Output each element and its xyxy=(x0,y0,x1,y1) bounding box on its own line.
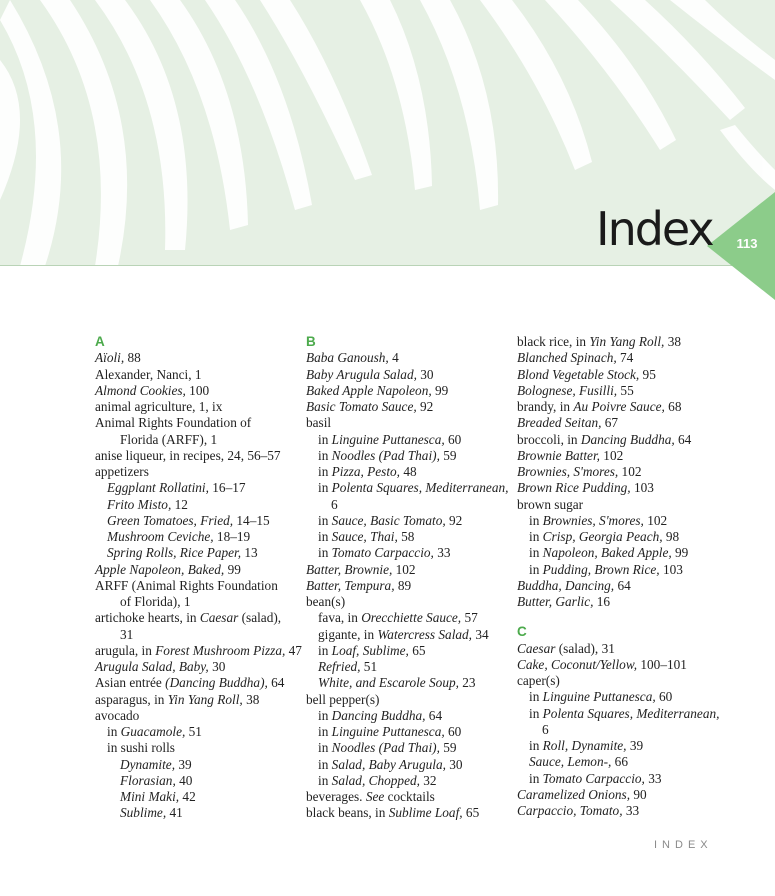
entry-text: 41 xyxy=(166,805,183,821)
index-entry xyxy=(306,480,511,496)
index-entry xyxy=(306,464,511,480)
entry-text: in xyxy=(529,512,543,528)
index-entry xyxy=(95,805,300,821)
entry-text: in xyxy=(529,545,543,561)
index-entry xyxy=(517,689,722,705)
index-entry xyxy=(517,673,722,689)
index-entry xyxy=(306,367,511,383)
entry-text: 48 xyxy=(400,464,417,479)
entry-title-text: Yin Yang Roll, xyxy=(167,691,243,707)
entry-text: 102 xyxy=(392,561,416,577)
index-entry xyxy=(95,480,300,496)
entry-text: 39 xyxy=(175,756,192,772)
entry-text: broccoli, in xyxy=(517,431,581,447)
index-entry xyxy=(517,334,722,350)
entry-text: 23 xyxy=(458,675,476,691)
entry-title-text: Basic Tomato Sauce, xyxy=(306,399,417,414)
entry-text: 99 xyxy=(671,545,689,561)
index-column-1 xyxy=(95,334,300,822)
entry-title-text: Frito Misto, xyxy=(107,496,172,512)
entry-title-text: Baba Ganoush, xyxy=(306,350,389,366)
index-entry xyxy=(95,789,300,805)
entry-title-text: See xyxy=(365,789,385,804)
index-entry xyxy=(517,480,722,496)
entry-text: 98 xyxy=(662,529,680,544)
index-column-3 xyxy=(517,334,722,819)
entry-text: basil xyxy=(306,415,332,431)
index-entry xyxy=(517,383,722,399)
index-entry xyxy=(517,706,722,722)
entry-text: appetizers xyxy=(95,464,149,479)
entry-text: arugula, in xyxy=(95,642,156,658)
entry-title-text: Blanched Spinach, xyxy=(517,350,617,366)
index-entry xyxy=(306,643,511,659)
entry-text: 13 xyxy=(241,545,258,561)
entry-text: in xyxy=(318,756,332,772)
entry-title-text: Sauce, Basic Tomato, xyxy=(331,512,446,528)
entry-text: 88 xyxy=(124,350,141,366)
entry-title-text: Polenta Squares, Mediterranean, xyxy=(542,705,720,721)
entry-title-text: Sauce, Lemon-, xyxy=(529,754,612,770)
index-entry xyxy=(517,432,722,448)
entry-text: 92 xyxy=(445,512,463,528)
entry-text: 58 xyxy=(397,529,415,544)
index-entry xyxy=(517,578,722,594)
entry-text: 32 xyxy=(419,772,437,788)
entry-text: in sushi rolls xyxy=(107,740,175,756)
index-entry xyxy=(517,594,722,610)
entry-text: 30 xyxy=(445,756,463,772)
section-gap xyxy=(517,610,722,624)
entry-text: 65 xyxy=(462,805,480,821)
index-column-2 xyxy=(306,334,511,822)
entry-title-text: Aïoli, xyxy=(95,350,125,366)
entry-text: avocado xyxy=(95,707,140,723)
entry-text: 34 xyxy=(472,626,489,642)
entry-title-text: Green Tomatoes, Fried, xyxy=(107,512,234,528)
entry-title-text: Guacamole, xyxy=(120,724,186,739)
entry-text: in xyxy=(318,480,332,496)
entry-text: Alexander, Nanci, 1 xyxy=(95,366,202,382)
entry-text: 102 xyxy=(643,512,668,528)
entry-text: 16–17 xyxy=(208,480,246,496)
entry-text: 51 xyxy=(185,724,202,739)
entry-text: asparagus, in xyxy=(95,691,168,707)
index-entry xyxy=(517,803,722,819)
entry-text: 38 xyxy=(242,691,260,707)
index-entry xyxy=(517,529,722,545)
index-entry xyxy=(306,545,511,561)
entry-title-text: Linguine Puttanesca, xyxy=(331,724,445,739)
entry-title-text: Sublime, xyxy=(120,805,167,821)
entry-title-text: Tomato Carpaccio, xyxy=(331,545,434,561)
index-entry xyxy=(517,771,722,787)
entry-text: 95 xyxy=(639,366,656,382)
entry-text: black rice, in xyxy=(517,334,590,349)
entry-title-text: Dancing Buddha, xyxy=(331,707,426,723)
entry-title-text: Sauce, Thai, xyxy=(331,529,398,544)
entry-title-text: Refried, xyxy=(318,659,361,674)
index-entry xyxy=(95,594,300,610)
entry-text: in xyxy=(318,740,332,756)
index-entry xyxy=(517,448,722,464)
index-entry xyxy=(95,562,300,578)
entry-text: 59 xyxy=(439,740,457,756)
entry-title-text: Batter, Brownie, xyxy=(306,561,393,577)
index-entry xyxy=(306,513,511,529)
entry-text: 30 xyxy=(416,366,434,382)
entry-title-text: Carpaccio, Tomato, xyxy=(517,803,623,818)
index-entry xyxy=(95,367,300,383)
entry-text: 16 xyxy=(593,594,611,609)
entry-text: brown sugar xyxy=(517,496,584,512)
entry-text: caper(s) xyxy=(517,673,560,688)
entry-text: 6 xyxy=(542,721,549,737)
entry-text: in xyxy=(318,529,332,544)
entry-text: 100–101 xyxy=(637,656,687,672)
index-entry xyxy=(517,367,722,383)
index-entry xyxy=(95,415,300,431)
entry-title-text: Watercress Salad, xyxy=(377,626,473,642)
entry-text: 38 xyxy=(664,334,682,349)
entry-text: bean(s) xyxy=(306,594,346,609)
index-entry xyxy=(517,399,722,415)
entry-text: ARFF (Animal Rights Foundation xyxy=(95,577,278,593)
entry-title-text: (Dancing Buddha), xyxy=(165,675,268,691)
entry-text: in xyxy=(529,705,543,721)
index-entry xyxy=(306,773,511,789)
index-entry xyxy=(517,513,722,529)
entry-title-text: Buddha, Dancing, xyxy=(517,577,615,593)
entry-text: in xyxy=(318,772,332,788)
entry-text: fava, in xyxy=(318,610,362,626)
index-entry xyxy=(95,692,300,708)
index-entry xyxy=(306,562,511,578)
entry-title-text: White, and Escarole Soup, xyxy=(318,675,459,691)
entry-title-text: Breaded Seitan, xyxy=(517,415,602,431)
entry-title-text: Yin Yang Roll, xyxy=(589,334,665,349)
entry-text: 55 xyxy=(617,382,634,398)
entry-title-text: Linguine Puttanesca, xyxy=(331,431,445,447)
entry-text: in xyxy=(318,707,332,723)
entry-text: 14–15 xyxy=(233,512,270,528)
entry-text: 99 xyxy=(431,382,449,398)
index-entry xyxy=(517,738,722,754)
entry-text: in xyxy=(529,529,543,544)
entry-title-text: Orecchiette Sauce, xyxy=(361,610,462,626)
index-entry xyxy=(306,627,511,643)
index-entry xyxy=(95,578,300,594)
entry-text: 64 xyxy=(614,577,631,593)
index-entry xyxy=(517,545,722,561)
index-entry xyxy=(517,722,722,738)
section-letter-b: B xyxy=(306,334,316,349)
index-entry xyxy=(306,659,511,675)
entry-title-text: Caramelized Onions, xyxy=(517,786,631,802)
entry-text: Animal Rights Foundation of xyxy=(95,415,252,431)
entry-title-text: Tomato Carpaccio, xyxy=(542,770,645,786)
entry-text: gigante, in xyxy=(318,626,378,642)
index-entry xyxy=(95,350,300,366)
entry-text: 64 xyxy=(267,675,285,691)
index-entry xyxy=(306,529,511,545)
entry-text: 92 xyxy=(416,399,434,414)
entry-text: 67 xyxy=(601,415,619,431)
entry-text: 65 xyxy=(408,642,426,658)
index-entry xyxy=(95,610,300,626)
entry-title-text: Polenta Squares, Mediterranean, xyxy=(331,480,509,496)
entry-title-text: Apple Napoleon, Baked, xyxy=(95,561,225,577)
index-entry xyxy=(517,657,722,673)
entry-text: 12 xyxy=(171,496,188,512)
entry-text: 57 xyxy=(461,610,478,626)
entry-text: 68 xyxy=(664,399,682,414)
entry-title-text: Napoleon, Baked Apple, xyxy=(542,545,672,561)
entry-title-text: Spring Rolls, Rice Paper, xyxy=(107,545,242,561)
index-entry xyxy=(306,415,511,431)
entry-text: bell pepper(s) xyxy=(306,691,380,707)
index-entry xyxy=(95,448,300,464)
entry-title-text: Salad, Chopped, xyxy=(331,772,420,788)
entry-title-text: Dynamite, xyxy=(120,756,176,772)
entry-text: 31 xyxy=(120,626,134,642)
entry-title-text: Linguine Puttanesca, xyxy=(542,689,656,705)
entry-title-text: Au Poivre Sauce, xyxy=(573,399,665,414)
entry-text: 33 xyxy=(622,803,640,818)
entry-text: 100 xyxy=(185,382,210,398)
entry-text: 99 xyxy=(224,561,241,577)
entry-text: 60 xyxy=(444,724,462,739)
index-entry xyxy=(95,497,300,513)
entry-title-text: Butter, Garlic, xyxy=(517,594,594,609)
index-entry xyxy=(95,432,300,448)
entry-text: Asian entrée xyxy=(95,675,166,691)
entry-title-text: Bolognese, Fusilli, xyxy=(517,382,618,398)
entry-title-text: Brownies, S'mores, xyxy=(542,512,644,528)
entry-title-text: Pizza, Pesto, xyxy=(331,464,401,479)
index-entry xyxy=(95,659,300,675)
index-entry xyxy=(95,627,300,643)
entry-title-text: Loaf, Sublime, xyxy=(331,642,409,658)
entry-title-text: Roll, Dynamite, xyxy=(542,738,627,753)
entry-title-text: Brownie Batter, xyxy=(517,447,600,463)
entry-text: in xyxy=(318,464,332,479)
index-entry xyxy=(95,773,300,789)
index-entry xyxy=(306,399,511,415)
entry-title-text: Sublime Loaf, xyxy=(388,805,463,821)
entry-text: 4 xyxy=(388,350,399,366)
entry-text: (salad), 31 xyxy=(555,640,615,656)
index-entry xyxy=(306,675,511,691)
entry-text: 33 xyxy=(644,770,662,786)
entry-title-text: Batter, Tempura, xyxy=(306,577,395,593)
index-entry xyxy=(95,399,300,415)
index-entry xyxy=(95,708,300,724)
entry-text: in xyxy=(318,545,332,561)
index-entry xyxy=(95,529,300,545)
index-entry xyxy=(95,643,300,659)
header-rule xyxy=(0,265,775,266)
entry-text: 103 xyxy=(630,480,654,496)
entry-title-text: Noodles (Pad Thai), xyxy=(331,447,440,463)
page-title: Index xyxy=(596,202,713,256)
entry-text: 51 xyxy=(360,659,378,674)
entry-title-text: Brownies, S'mores, xyxy=(517,464,619,479)
entry-text: 89 xyxy=(394,577,412,593)
index-entry xyxy=(95,724,300,740)
entry-text: Florida (ARFF), 1 xyxy=(120,431,218,447)
entry-text: 64 xyxy=(674,431,692,447)
entry-text: in xyxy=(529,770,543,786)
index-entry xyxy=(517,562,722,578)
entry-text: in xyxy=(529,738,543,753)
index-entry xyxy=(517,497,722,513)
entry-text: in xyxy=(318,431,332,447)
index-entry xyxy=(306,383,511,399)
index-entry xyxy=(306,448,511,464)
entry-title-text: Florasian, xyxy=(120,772,176,788)
index-entry xyxy=(95,740,300,756)
entry-title-text: Caesar xyxy=(199,610,239,626)
index-entry xyxy=(95,545,300,561)
entry-title-text: Pudding, Brown Rice, xyxy=(542,561,660,577)
running-footer: INDEX xyxy=(654,839,713,851)
index-entry xyxy=(95,464,300,480)
entry-title-text: Noodles (Pad Thai), xyxy=(331,740,440,756)
entry-title-text: Forest Mushroom Pizza, xyxy=(155,642,286,658)
entry-text: cocktails xyxy=(384,789,435,804)
index-entry xyxy=(306,578,511,594)
entry-text: in xyxy=(529,561,543,577)
entry-text: 60 xyxy=(655,689,673,705)
index-entry xyxy=(306,724,511,740)
entry-text: (salad), xyxy=(238,610,282,626)
index-entry xyxy=(517,641,722,657)
entry-text: 33 xyxy=(433,545,451,561)
entry-text: 6 xyxy=(331,496,338,512)
index-entry xyxy=(306,594,511,610)
index-entry xyxy=(306,805,511,821)
entry-title-text: Caesar xyxy=(517,640,556,656)
index-entry xyxy=(517,415,722,431)
index-entry xyxy=(306,432,511,448)
page-number: 113 xyxy=(736,236,758,251)
entry-title-text: Baked Apple Napoleon, xyxy=(306,382,432,398)
index-entry xyxy=(306,350,511,366)
entry-text: black beans, in xyxy=(306,805,389,821)
entry-title-text: Dancing Buddha, xyxy=(580,431,675,447)
entry-text: artichoke hearts, in xyxy=(95,610,200,626)
entry-text: 60 xyxy=(444,431,462,447)
entry-text: in xyxy=(318,724,332,739)
entry-title-text: Brown Rice Pudding, xyxy=(517,480,631,496)
entry-title-text: Salad, Baby Arugula, xyxy=(331,756,446,772)
entry-text: 40 xyxy=(175,772,193,788)
index-entry xyxy=(306,740,511,756)
entry-title-text: Crisp, Georgia Peach, xyxy=(542,529,663,544)
entry-text: in xyxy=(318,642,332,658)
entry-text: 59 xyxy=(439,447,457,463)
entry-text: in xyxy=(318,447,332,463)
entry-text: 18–19 xyxy=(213,529,251,544)
entry-title-text: Mushroom Ceviche, xyxy=(107,529,214,544)
entry-text: 47 xyxy=(285,642,302,658)
entry-title-text: Almond Cookies, xyxy=(95,382,186,398)
entry-title-text: Mini Maki, xyxy=(120,789,180,804)
index-entry xyxy=(517,350,722,366)
entry-text: 102 xyxy=(599,447,624,463)
entry-title-text: Baby Arugula Salad, xyxy=(306,366,417,382)
entry-text: 39 xyxy=(626,738,644,753)
entry-title-text: Eggplant Rollatini, xyxy=(107,480,209,496)
index-entry xyxy=(306,789,511,805)
entry-text: of Florida), 1 xyxy=(120,594,191,609)
entry-text: in xyxy=(529,689,543,705)
entry-text: anise liqueur, in recipes, 24, 56–57 xyxy=(95,447,281,463)
entry-text: 42 xyxy=(179,789,196,804)
index-entry xyxy=(95,675,300,691)
entry-text: beverages. xyxy=(306,789,366,804)
index-entry xyxy=(306,708,511,724)
section-letter-c: C xyxy=(517,624,527,640)
index-entry xyxy=(306,757,511,773)
entry-text: brandy, in xyxy=(517,399,574,414)
entry-text: in xyxy=(318,512,332,528)
index-entry xyxy=(95,513,300,529)
entry-title-text: Cake, Coconut/Yellow, xyxy=(517,656,638,672)
index-entry xyxy=(517,754,722,770)
entry-text: in xyxy=(107,724,121,739)
section-letter-a: A xyxy=(95,334,105,349)
entry-text: animal agriculture, 1, ix xyxy=(95,399,223,414)
entry-text: 74 xyxy=(616,350,634,366)
entry-text: 103 xyxy=(659,561,683,577)
entry-text: 66 xyxy=(611,754,628,770)
index-entry xyxy=(95,383,300,399)
entry-text: 102 xyxy=(618,464,642,479)
entry-text: 90 xyxy=(630,786,647,802)
index-entry xyxy=(517,464,722,480)
index-entry xyxy=(306,610,511,626)
entry-title-text: Blond Vegetable Stock, xyxy=(517,366,640,382)
entry-text: 64 xyxy=(425,707,443,723)
entry-title-text: Arugula Salad, Baby, xyxy=(95,659,209,674)
entry-text: 30 xyxy=(208,659,226,674)
index-entry xyxy=(306,497,511,513)
index-entry xyxy=(95,757,300,773)
index-entry xyxy=(306,692,511,708)
index-entry xyxy=(517,787,722,803)
